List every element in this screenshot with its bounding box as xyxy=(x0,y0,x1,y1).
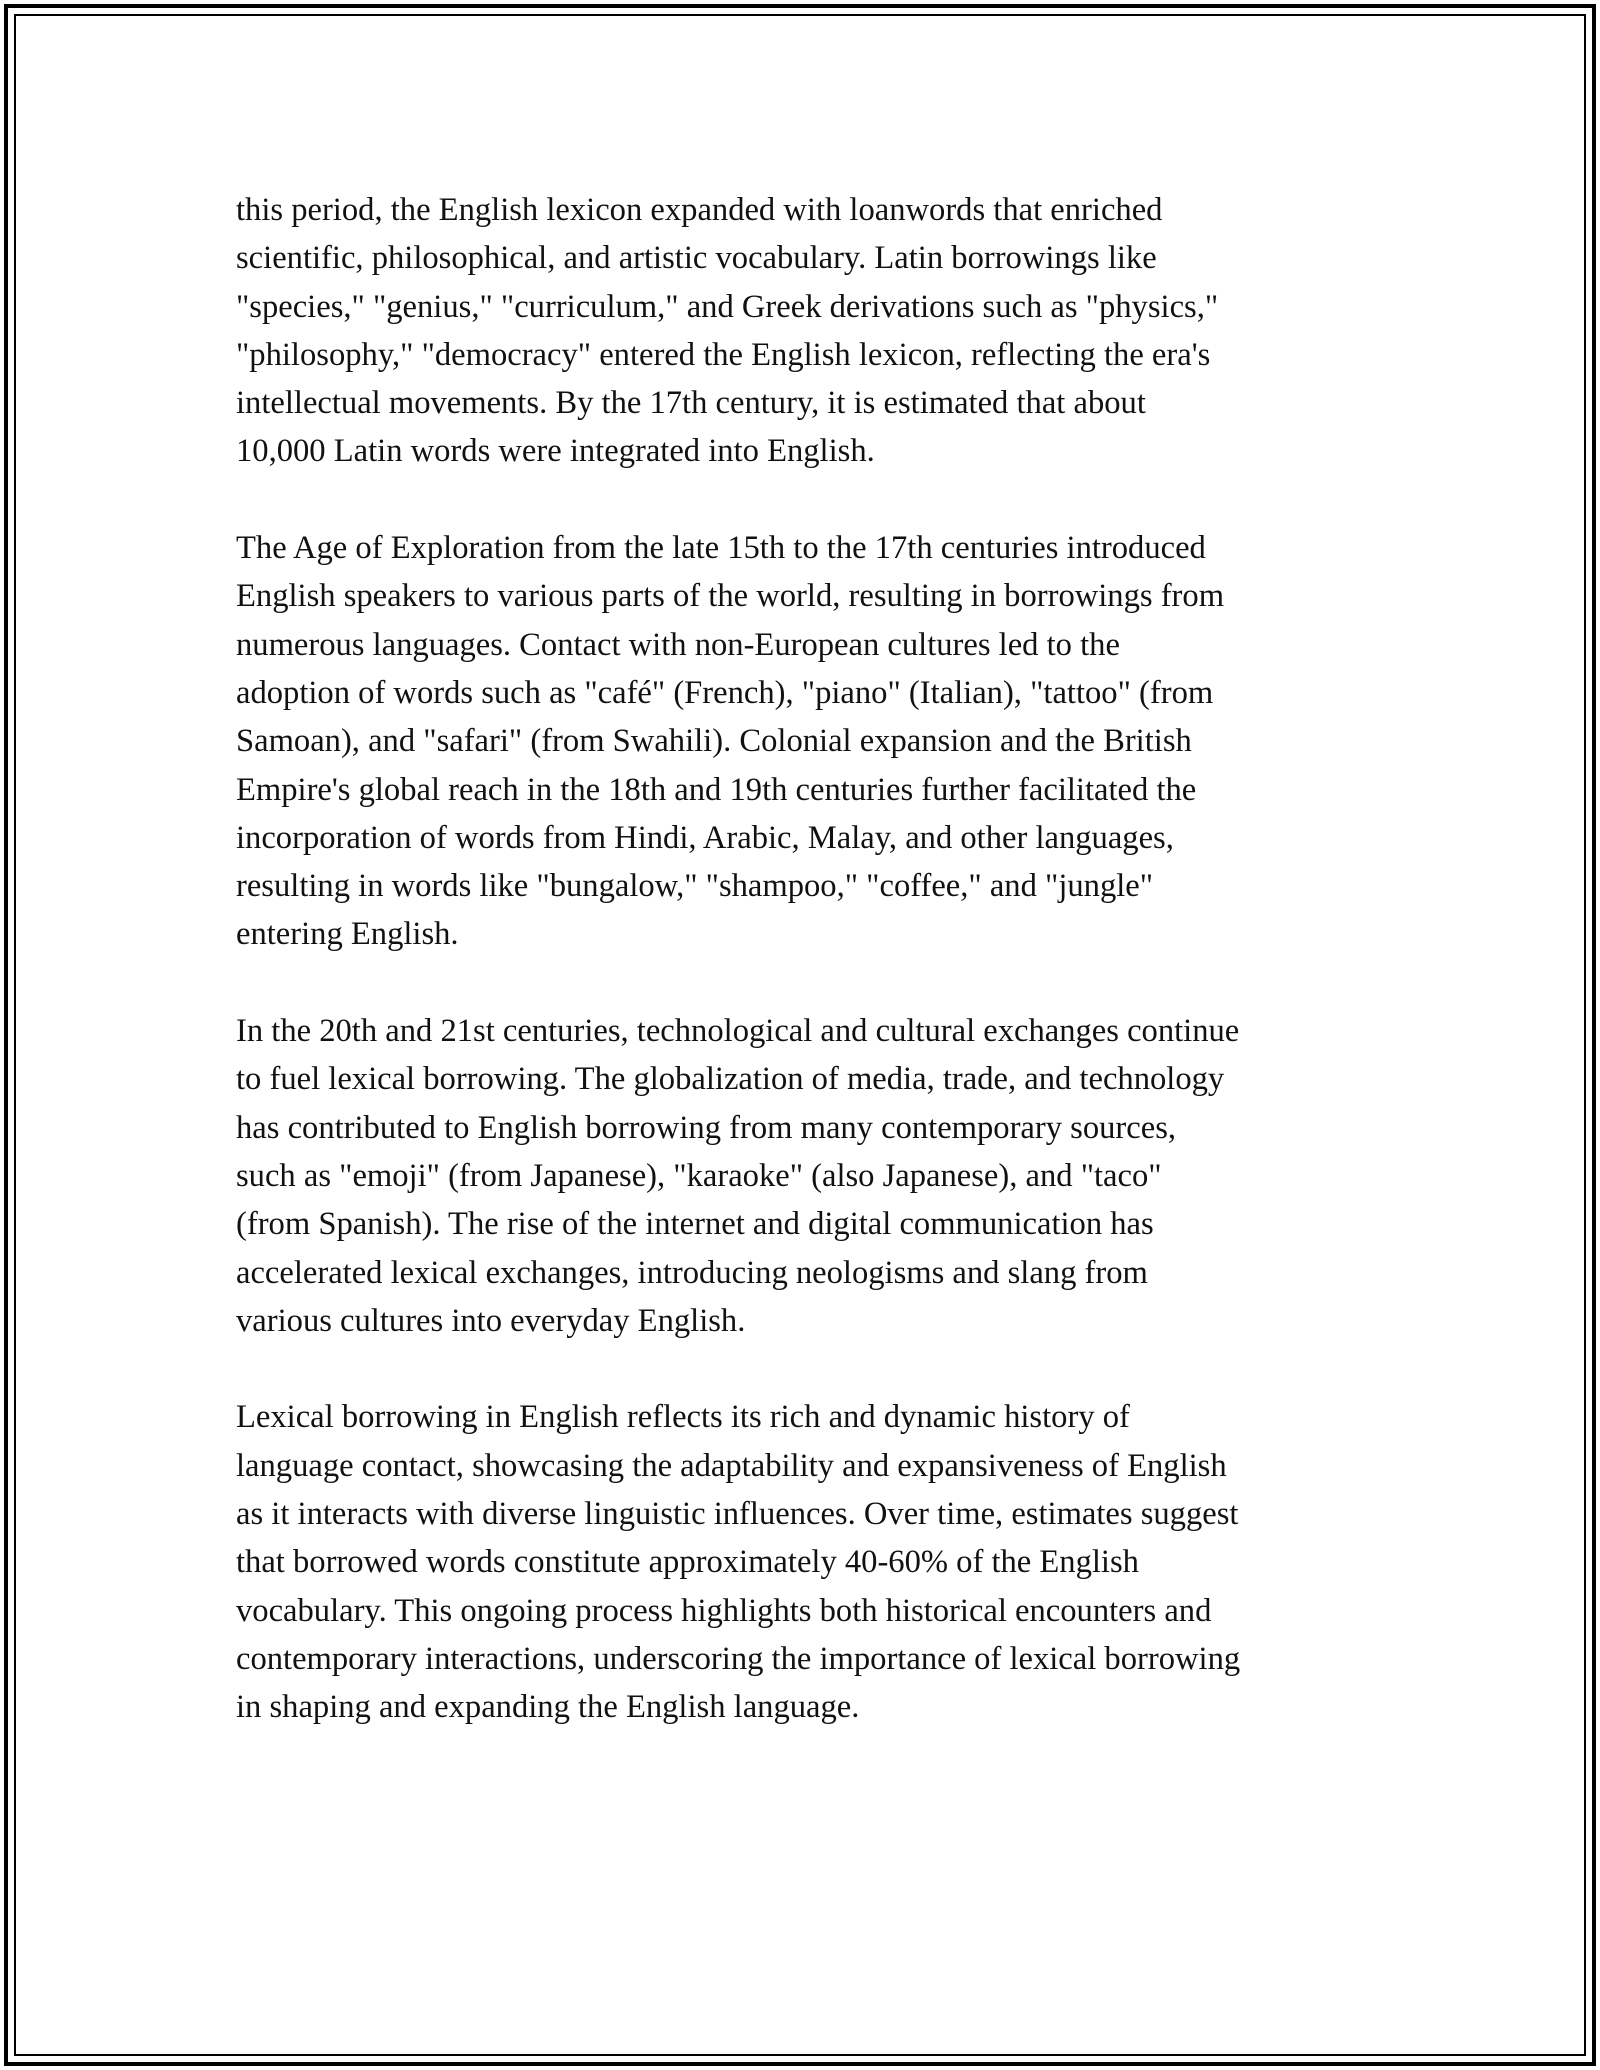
text-line: to fuel lexical borrowing. The globalization of media, trade, and technology xyxy=(236,1061,1225,1098)
paragraph-1 xyxy=(236,186,1376,476)
text-line: scientific, philosophical, and artistic vocabulary. Latin borrowings like xyxy=(236,240,1157,277)
text-line: has contributed to English borrowing from many contemporary sources, xyxy=(236,1109,1177,1146)
text-line: entering English. xyxy=(236,916,459,953)
text-line: Lexical borrowing in English reflects its rich and dynamic history of xyxy=(236,1399,1130,1436)
text-line: English speakers to various parts of the world, resulting in borrowings from xyxy=(236,578,1225,615)
text-line: this period, the English lexicon expanded with loanwords that enriched xyxy=(236,192,1163,228)
document-body xyxy=(236,186,1376,1780)
paragraph-3 xyxy=(236,1007,1376,1345)
text-line: numerous languages. Contact with non-European cultures led to the xyxy=(236,626,1120,663)
text-line: accelerated lexical exchanges, introducing neologisms and slang from xyxy=(236,1254,1148,1291)
text-line: resulting in words like "bungalow," "shampoo," "coffee," and "jungle" xyxy=(236,868,1154,905)
text-line: that borrowed words constitute approximately 40-60% of the English xyxy=(236,1544,1139,1581)
text-line: language contact, showcasing the adaptability and expansiveness of English xyxy=(236,1447,1227,1484)
text-line: The Age of Exploration from the late 15th to the 17th centuries introduced xyxy=(236,530,1206,567)
text-line: incorporation of words from Hindi, Arabic, Malay, and other languages, xyxy=(236,819,1174,856)
text-line: as it interacts with diverse linguistic influences. Over time, estimates suggest xyxy=(236,1496,1239,1533)
text-line: such as "emoji" (from Japanese), "karaoke" (also Japanese), and "taco" xyxy=(236,1157,1162,1194)
text-line: Empire's global reach in the 18th and 19th centuries further facilitated the xyxy=(236,771,1197,808)
text-line: various cultures into everyday English. xyxy=(236,1302,746,1339)
text-line: "species," "genius," "curriculum," and Greek derivations such as "physics," xyxy=(236,288,1219,325)
text-line: contemporary interactions, underscoring the importance of lexical borrowing xyxy=(236,1640,1241,1677)
text-line: 10,000 Latin words were integrated into English. xyxy=(236,433,875,470)
text-line: in shaping and expanding the English language. xyxy=(236,1689,860,1726)
text-line: In the 20th and 21st centuries, technological and cultural exchanges continue xyxy=(236,1013,1240,1050)
paragraph-4 xyxy=(236,1393,1376,1731)
paragraph-2 xyxy=(236,524,1376,959)
text-line: vocabulary. This ongoing process highlights both historical encounters and xyxy=(236,1592,1212,1629)
text-line: (from Spanish). The rise of the internet and digital communication has xyxy=(236,1206,1154,1243)
text-line: intellectual movements. By the 17th century, it is estimated that about xyxy=(236,385,1146,422)
text-line: "philosophy," "democracy" entered the English lexicon, reflecting the era's xyxy=(236,336,1211,373)
text-line: adoption of words such as "café" (French), "piano" (Italian), "tattoo" (from xyxy=(236,674,1214,711)
text-line: Samoan), and "safari" (from Swahili). Colonial expansion and the British xyxy=(236,723,1192,760)
